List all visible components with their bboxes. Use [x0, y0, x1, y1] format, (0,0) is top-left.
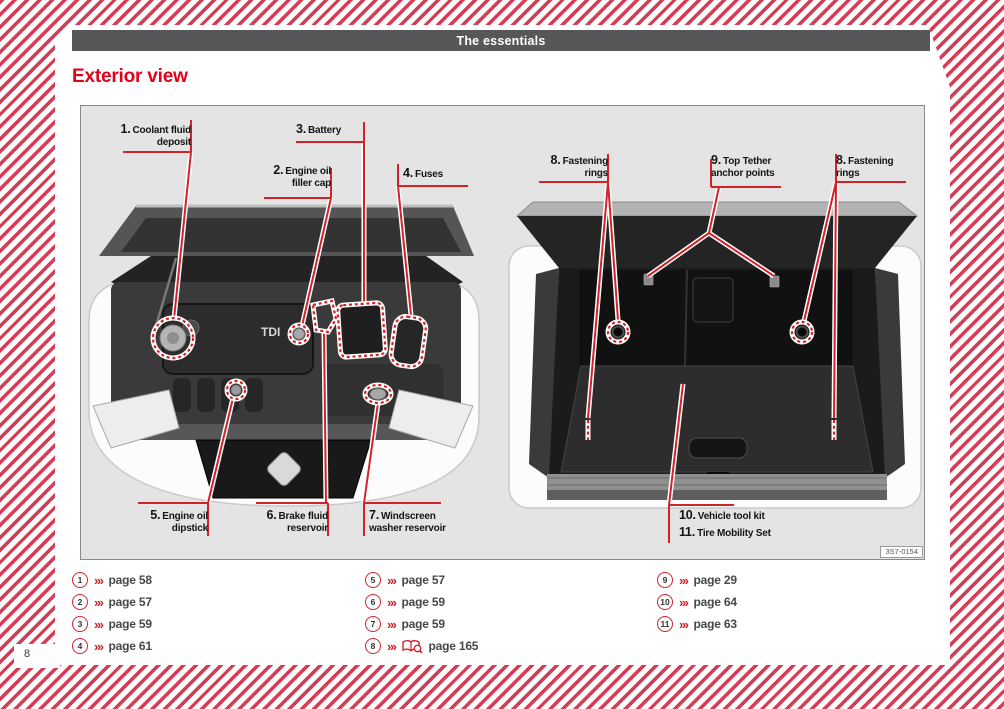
reference-number-badge: 6 [365, 594, 381, 610]
label-brake-fluid-reservoir: 6. Brake fluid reservoir [266, 508, 328, 535]
label-engine-oil-filler-cap: 2. Engine oil filler cap [273, 163, 331, 190]
cross-reference-arrows-icon: ››› [679, 594, 688, 610]
cross-reference-arrows-icon: ››› [94, 638, 103, 654]
label-coolant-fluid-deposit: 1. Coolant fluid deposit [120, 122, 191, 149]
reference-number-badge: 11 [657, 616, 673, 632]
fastening-ring-left [613, 327, 624, 338]
reference-item-8[interactable]: 8 ››› page 165 [365, 638, 478, 654]
reference-item-1[interactable]: 1 ››› page 58 [72, 572, 152, 588]
reference-item-9[interactable]: 9 ››› page 29 [657, 572, 737, 588]
cross-reference-arrows-icon: ››› [387, 616, 396, 632]
reference-number-badge: 4 [72, 638, 88, 654]
label-fastening-rings-left: 8. Fastening rings [550, 153, 608, 180]
cross-reference-arrows-icon: ››› [387, 638, 396, 654]
reference-number-badge: 7 [365, 616, 381, 632]
cross-reference-arrows-icon: ››› [679, 616, 688, 632]
chapter-header-bar [72, 30, 930, 51]
reference-number-badge: 10 [657, 594, 673, 610]
cross-reference-arrows-icon: ››› [387, 594, 396, 610]
page-title: Exterior view [72, 66, 188, 87]
reference-number-badge: 8 [365, 638, 381, 654]
reference-number-badge: 9 [657, 572, 673, 588]
reference-item-6[interactable]: 6 ››› page 59 [365, 594, 445, 610]
fastening-ring-right [797, 327, 808, 338]
reference-number-badge: 1 [72, 572, 88, 588]
label-fastening-rings-right: 8. Fastening rings [836, 153, 894, 180]
label-vehicle-tool-kit: 10. Vehicle tool kit [679, 508, 765, 522]
reference-number-badge: 5 [365, 572, 381, 588]
label-windscreen-washer-reservoir: 7. Windscreen washer reservoir [369, 508, 446, 535]
cross-reference-arrows-icon: ››› [94, 594, 103, 610]
reference-item-10[interactable]: 10 ››› page 64 [657, 594, 737, 610]
diagram-artwork [81, 106, 924, 559]
booklet-lookup-icon [402, 639, 423, 654]
top-tether-anchor-right [770, 276, 779, 287]
exterior-view-diagram [80, 105, 925, 560]
page-number-patch [14, 644, 60, 668]
figure-code: 3S7-0154 [880, 546, 923, 558]
page-number: 8 [24, 648, 31, 660]
reference-item-2[interactable]: 2 ››› page 57 [72, 594, 152, 610]
reference-item-3[interactable]: 3 ››› page 59 [72, 616, 152, 632]
label-engine-oil-dipstick: 5. Engine oil dipstick [150, 508, 208, 535]
label-tire-mobility-set: 11. Tire Mobility Set [679, 525, 771, 539]
cross-reference-arrows-icon: ››› [94, 572, 103, 588]
chapter-title: The essentials [456, 33, 546, 48]
engine-badge-tdi: TDI [261, 325, 281, 339]
label-fuses: 4. Fuses [403, 166, 443, 180]
reference-item-4[interactable]: 4 ››› page 61 [72, 638, 152, 654]
reference-item-11[interactable]: 11 ››› page 63 [657, 616, 737, 632]
cross-reference-arrows-icon: ››› [94, 616, 103, 632]
cross-reference-arrows-icon: ››› [387, 572, 396, 588]
reference-number-badge: 3 [72, 616, 88, 632]
reference-number-badge: 2 [72, 594, 88, 610]
cross-reference-arrows-icon: ››› [679, 572, 688, 588]
reference-item-7[interactable]: 7 ››› page 59 [365, 616, 445, 632]
label-top-tether-anchor-points: 9. Top Tether anchor points [711, 153, 775, 180]
reference-item-5[interactable]: 5 ››› page 57 [365, 572, 445, 588]
luggage-compartment-illustration [509, 202, 921, 508]
label-battery: 3. Battery [296, 122, 342, 136]
